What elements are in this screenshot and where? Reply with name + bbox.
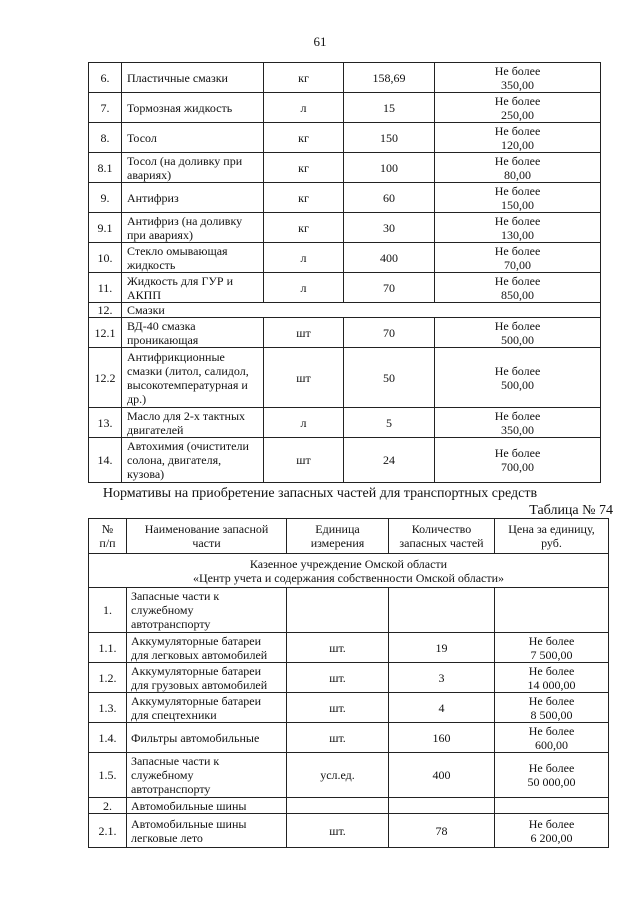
item-name: Антифриз [122,183,264,213]
row-number: 1. [89,588,127,633]
item-name: Антифриз (на доливку при авариях) [122,213,264,243]
unit-cell: шт [264,348,344,408]
quantity-cell: 70 [344,318,435,348]
table-row [89,633,609,663]
price-cell: Не более 150,00 [435,183,601,213]
item-name: Запасные части к служебному автотранспорту [127,753,287,798]
quantity-cell: 60 [344,183,435,213]
row-number: 6. [89,63,122,93]
unit-cell: л [264,408,344,438]
table-row [89,243,601,273]
row-number: 12.1 [89,318,122,348]
table-row [89,273,601,303]
row-number: 9. [89,183,122,213]
item-name: Жидкость для ГУР и АКПП [122,273,264,303]
quantity-cell: 19 [389,633,495,663]
spare-parts-caption: Нормативы на приобретение запасных частей для транспортных средств [102,486,538,501]
quantity-cell: 50 [344,348,435,408]
table-row [89,588,609,633]
item-name: Фильтры автомобильные [127,723,287,753]
unit-cell: шт. [287,723,389,753]
price-cell [495,588,609,633]
item-name: Пластичные смазки [122,63,264,93]
item-name: Антифрикционные смазки (литол, салидол, высокотемпературная и др.) [122,348,264,408]
unit-cell [287,798,389,814]
quantity-cell: 400 [344,243,435,273]
quantity-cell: 100 [344,153,435,183]
quantity-cell: 160 [389,723,495,753]
table-row [89,438,601,483]
unit-cell: усл.ед. [287,753,389,798]
item-name: Аккумуляторные батареи для спецтехники [127,693,287,723]
header-row [89,519,609,554]
quantity-cell: 70 [344,273,435,303]
table-row [89,348,601,408]
row-number: 1.2. [89,663,127,693]
price-cell: Не более 8 500,00 [495,693,609,723]
unit-cell: шт. [287,814,389,848]
header-col-price: Цена за единицу, руб. [495,519,609,554]
table-row [89,123,601,153]
item-name: Аккумуляторные батареи для грузовых автомобилей [127,663,287,693]
quantity-cell: 24 [344,438,435,483]
price-cell: Не более 50 000,00 [495,753,609,798]
quantity-cell: 78 [389,814,495,848]
unit-cell: кг [264,63,344,93]
fuel-lubricants-table [88,62,601,483]
quantity-cell: 158,69 [344,63,435,93]
header-col-name: Наименование запасной части [127,519,287,554]
quantity-cell: 400 [389,753,495,798]
table-row [89,213,601,243]
quantity-cell [389,588,495,633]
price-cell: Не более 600,00 [495,723,609,753]
item-name: Масло для 2-х тактных двигателей [122,408,264,438]
item-name: Запасные части к служебному автотранспорту [127,588,287,633]
unit-cell: л [264,243,344,273]
quantity-cell: 15 [344,93,435,123]
table-row [89,798,609,814]
header-col-quantity: Количество запасных частей [389,519,495,554]
unit-cell: шт [264,438,344,483]
row-number: 7. [89,93,122,123]
row-number: 8.1 [89,153,122,183]
unit-cell: кг [264,123,344,153]
quantity-cell [389,798,495,814]
table-row [89,753,609,798]
item-name: Автохимия (очистители солона, двигателя, кузова) [122,438,264,483]
row-number: 12.2 [89,348,122,408]
unit-cell: шт. [287,663,389,693]
item-name: Аккумуляторные батареи для легковых автомобилей [127,633,287,663]
price-cell [495,798,609,814]
row-number: 14. [89,438,122,483]
unit-cell: шт. [287,693,389,723]
page-number: 61 [313,34,327,49]
unit-cell: л [264,273,344,303]
price-cell: Не более 700,00 [435,438,601,483]
spare-parts-table [88,518,609,848]
section-name: Смазки [122,303,601,318]
table-number: Таблица № 74 [529,503,613,518]
unit-cell [287,588,389,633]
institution-name: Казенное учреждение Омской области «Центр учета и содержания собственности Омской области» [89,554,609,588]
unit-cell: кг [264,213,344,243]
price-cell: Не более 500,00 [435,318,601,348]
header-col-number: № п/п [89,519,127,554]
row-number: 8. [89,123,122,153]
quantity-cell: 5 [344,408,435,438]
price-cell: Не более 850,00 [435,273,601,303]
row-number: 1.4. [89,723,127,753]
unit-cell: шт. [287,633,389,663]
table-row [89,814,609,848]
item-name: Автомобильные шины легковые лето [127,814,287,848]
table-row [89,93,601,123]
quantity-cell: 3 [389,663,495,693]
item-name: Стекло омывающая жидкость [122,243,264,273]
price-cell: Не более 80,00 [435,153,601,183]
price-cell: Не более 500,00 [435,348,601,408]
price-cell: Не более 130,00 [435,213,601,243]
unit-cell: шт [264,318,344,348]
item-name: ВД-40 смазка проникающая [122,318,264,348]
row-number: 1.1. [89,633,127,663]
price-cell: Не более 350,00 [435,408,601,438]
price-cell: Не более 350,00 [435,63,601,93]
row-number: 13. [89,408,122,438]
row-number: 2.1. [89,814,127,848]
row-number: 1.3. [89,693,127,723]
table-row [89,408,601,438]
quantity-cell: 4 [389,693,495,723]
quantity-cell: 30 [344,213,435,243]
price-cell: Не более 70,00 [435,243,601,273]
table-row [89,663,609,693]
table-row [89,63,601,93]
table-row [89,723,609,753]
quantity-cell: 150 [344,123,435,153]
item-name: Тосол [122,123,264,153]
table-row [89,318,601,348]
unit-cell: л [264,93,344,123]
table-row [89,693,609,723]
header-col-unit: Единица измерения [287,519,389,554]
institution-row [89,554,609,588]
price-cell: Не более 6 200,00 [495,814,609,848]
table-row [89,303,601,318]
row-number: 12. [89,303,122,318]
row-number: 2. [89,798,127,814]
row-number: 11. [89,273,122,303]
item-name: Автомобильные шины [127,798,287,814]
price-cell: Не более 120,00 [435,123,601,153]
unit-cell: кг [264,183,344,213]
item-name: Тормозная жидкость [122,93,264,123]
price-cell: Не более 14 000,00 [495,663,609,693]
row-number: 9.1 [89,213,122,243]
item-name: Тосол (на доливку при авариях) [122,153,264,183]
unit-cell: кг [264,153,344,183]
price-cell: Не более 7 500,00 [495,633,609,663]
table-row [89,153,601,183]
price-cell: Не более 250,00 [435,93,601,123]
row-number: 1.5. [89,753,127,798]
row-number: 10. [89,243,122,273]
table-row [89,183,601,213]
